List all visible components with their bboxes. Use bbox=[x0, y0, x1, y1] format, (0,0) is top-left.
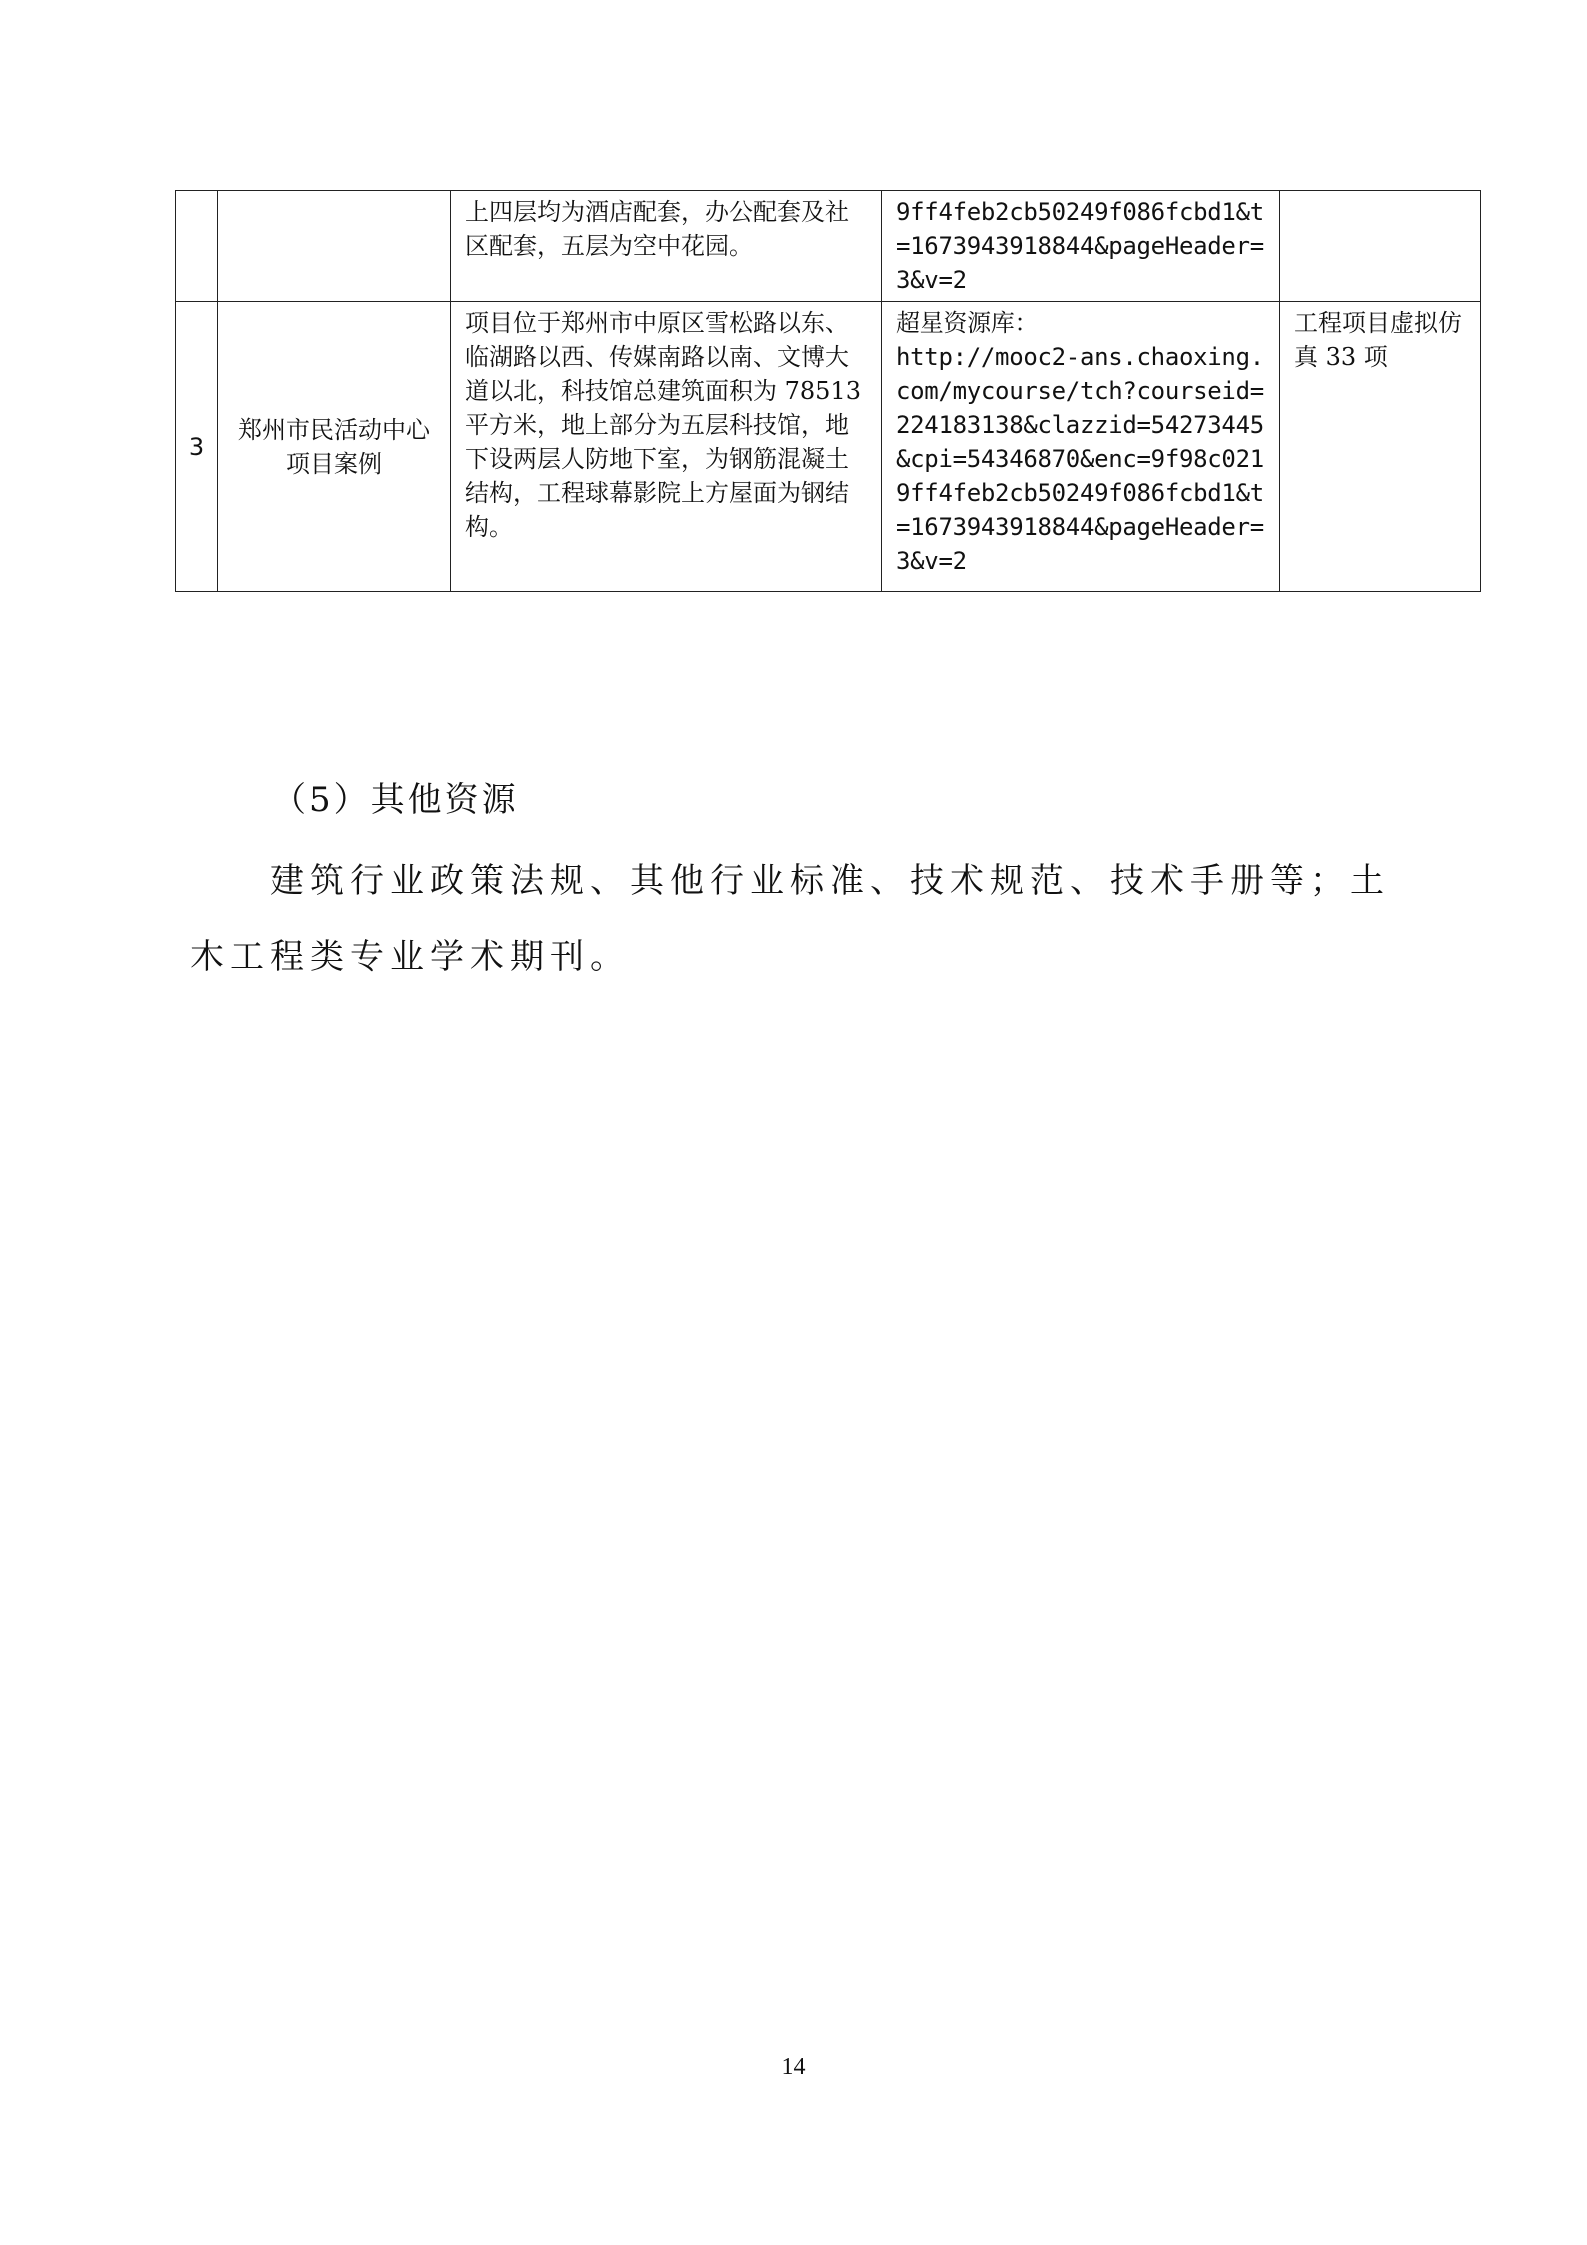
remark-cell: 工程项目虚拟仿真 33 项 bbox=[1280, 302, 1481, 592]
row-number-cell bbox=[176, 191, 218, 302]
page-number: 14 bbox=[781, 2054, 806, 2080]
project-name-cell bbox=[218, 191, 451, 302]
section-heading: （5）其他资源 bbox=[272, 780, 519, 820]
project-description-cell: 上四层均为酒店配套，办公配套及社区配套，五层为空中花园。 bbox=[451, 191, 882, 302]
project-name-cell: 郑州市民活动中心项目案例 bbox=[218, 302, 451, 592]
resource-link-cell: 超星资源库： http://mooc2-ans.chaoxing.com/mycourse/tch?courseid=224183138&clazzid=54273445&cpi=54346870&enc=9f98c0219ff4feb2cb50249f086fcbd1&t=1673943918844&pageHeader=3&v=2 bbox=[882, 302, 1280, 592]
project-description-cell: 项目位于郑州市中原区雪松路以东、临湖路以西、传媒南路以南、文博大道以北，科技馆总建筑面积为 78513 平方米，地上部分为五层科技馆，地下设两层人防地下室，为钢筋混凝土结构，工程球幕影院上方屋面为钢结构。 bbox=[451, 302, 882, 592]
remark-cell bbox=[1280, 191, 1481, 302]
table-row bbox=[176, 302, 1481, 592]
section-paragraph: 建筑行业政策法规、其他行业标准、技术规范、技术手册等；土木工程类专业学术期刊。 bbox=[190, 861, 1390, 977]
table-row bbox=[176, 191, 1481, 302]
resource-table bbox=[175, 190, 1481, 592]
resource-link-cell: 9ff4feb2cb50249f086fcbd1&t=1673943918844&pageHeader=3&v=2 bbox=[882, 191, 1280, 302]
row-number-cell: 3 bbox=[176, 302, 218, 592]
